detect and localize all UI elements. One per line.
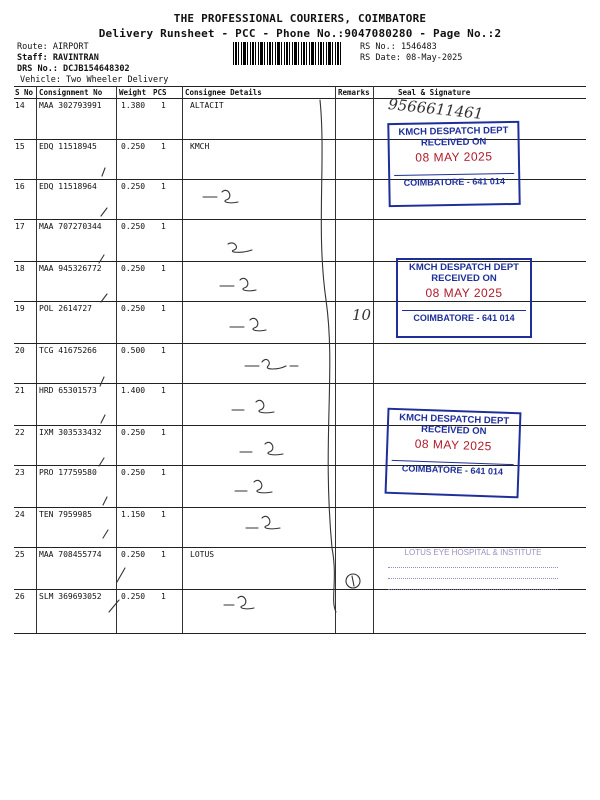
stamp-pincode: COIMBATORE - 641 014 [394, 173, 514, 189]
cell-pcs: 1 [161, 468, 166, 477]
kmch-received-stamp [387, 121, 520, 207]
cell-weight: 0.250 [121, 468, 146, 477]
cell-consignment-no: TEN 7959985 [39, 510, 92, 519]
cell-weight: 0.500 [121, 346, 146, 355]
stamp-received-text: RECEIVED ON [420, 423, 487, 438]
col-header-remarks: Remarks [338, 88, 370, 97]
cell-weight: 0.250 [121, 304, 146, 313]
cell-pcs: 1 [161, 428, 166, 437]
cell-weight: 1.150 [121, 510, 146, 519]
cell-sno: 15 [15, 142, 25, 151]
cell-pcs: 1 [161, 101, 166, 110]
col-header-consignment: Consignment No [39, 88, 103, 97]
cell-sno: 20 [15, 346, 25, 355]
cell-consignment-no: EDQ 11518964 [39, 182, 97, 191]
cell-pcs: 1 [161, 346, 166, 355]
cell-weight: 0.250 [121, 428, 146, 437]
cell-weight: 0.250 [121, 592, 146, 601]
cell-pcs: 1 [161, 592, 166, 601]
handwritten-remark: 10 [352, 306, 372, 324]
lotus-hospital-stamp [388, 548, 558, 590]
stamp-date: 08 MAY 2025 [415, 149, 493, 165]
vehicle-label: Vehicle: Two Wheeler Delivery [20, 75, 169, 85]
runsheet-subtitle: Delivery Runsheet - PCC - Phone No.:9047080280 - Page No.:2 [98, 27, 502, 40]
cell-sno: 23 [15, 468, 25, 477]
cell-pcs: 1 [161, 182, 166, 191]
cell-consignee: LOTUS [190, 550, 215, 559]
cell-consignment-no: IXM 303533432 [39, 428, 102, 437]
kmch-received-stamp [385, 408, 522, 499]
cell-pcs: 1 [161, 142, 166, 151]
cell-consignee: KMCH [190, 142, 210, 151]
cell-pcs: 1 [161, 304, 166, 313]
lotus-stamp-line [388, 561, 558, 568]
cell-weight: 1.380 [121, 101, 146, 110]
cell-weight: 1.400 [121, 386, 146, 395]
cell-consignment-no: SLM 369693052 [39, 592, 102, 601]
stamp-dept-text: KMCH DESPATCH DEPT [399, 412, 510, 427]
rs-date: RS Date: 08-May-2025 [360, 53, 463, 63]
cell-weight: 0.250 [121, 550, 146, 559]
col-header-seal: Seal & Signature [398, 88, 471, 97]
cell-sno: 21 [15, 386, 25, 395]
col-header-pcs: PCS [153, 88, 167, 97]
cell-consignment-no: POL 2614727 [39, 304, 92, 313]
cell-weight: 0.250 [121, 142, 146, 151]
stamp-date: 08 MAY 2025 [414, 436, 493, 454]
cell-sno: 14 [15, 101, 25, 110]
cell-consignment-no: MAA 708455774 [39, 550, 102, 559]
col-header-weight: Weight [119, 88, 147, 97]
col-header-sno: S No [15, 88, 34, 97]
handwritten-phone: 9566611461 [387, 95, 485, 123]
kmch-received-stamp [396, 258, 532, 338]
cell-sno: 25 [15, 550, 25, 559]
stamp-received-text: RECEIVED ON [420, 136, 487, 149]
col-header-consignee: Consignee Details [185, 88, 262, 97]
stamp-received-text: RECEIVED ON [431, 273, 497, 284]
cell-pcs: 1 [161, 510, 166, 519]
cell-consignee: ALTACIT [190, 101, 224, 110]
cell-pcs: 1 [161, 550, 166, 559]
cell-consignment-no: TCG 41675266 [39, 346, 97, 355]
staff-label: Staff: RAVINTRAN [17, 53, 99, 63]
lotus-stamp-line [388, 572, 558, 579]
stamp-dept-text: KMCH DESPATCH DEPT [409, 262, 519, 273]
cell-sno: 24 [15, 510, 25, 519]
cell-consignment-no: EDQ 11518945 [39, 142, 97, 151]
cell-sno: 26 [15, 592, 25, 601]
cell-pcs: 1 [161, 386, 166, 395]
cell-consignment-no: PRO 17759580 [39, 468, 97, 477]
cell-consignment-no: MAA 945326772 [39, 264, 102, 273]
cell-consignment-no: MAA 302793991 [39, 101, 102, 110]
cell-sno: 17 [15, 222, 25, 231]
cell-pcs: 1 [161, 222, 166, 231]
cell-weight: 0.250 [121, 264, 146, 273]
lotus-stamp-line [388, 583, 558, 590]
cell-sno: 19 [15, 304, 25, 313]
document-title: THE PROFESSIONAL COURIERS, COIMBATORE [173, 12, 427, 25]
stamp-pincode: COIMBATORE - 641 014 [391, 460, 513, 478]
cell-consignment-no: MAA 707270344 [39, 222, 102, 231]
route-label: Route: AIRPORT [17, 42, 89, 52]
cell-sno: 22 [15, 428, 25, 437]
cell-weight: 0.250 [121, 182, 146, 191]
rs-number: RS No.: 1546483 [360, 42, 437, 52]
lotus-stamp-name: LOTUS EYE HOSPITAL & INSTITUTE [404, 548, 542, 557]
cell-weight: 0.250 [121, 222, 146, 231]
stamp-pincode: COIMBATORE - 641 014 [402, 310, 526, 324]
stamp-dept-text: KMCH DESPATCH DEPT [398, 125, 509, 138]
cell-sno: 18 [15, 264, 25, 273]
stamp-date: 08 MAY 2025 [425, 286, 503, 300]
cell-pcs: 1 [161, 264, 166, 273]
cell-sno: 16 [15, 182, 25, 191]
drs-number: DRS No.: DCJB154648302 [17, 64, 130, 74]
cell-consignment-no: HRD 65301573 [39, 386, 97, 395]
